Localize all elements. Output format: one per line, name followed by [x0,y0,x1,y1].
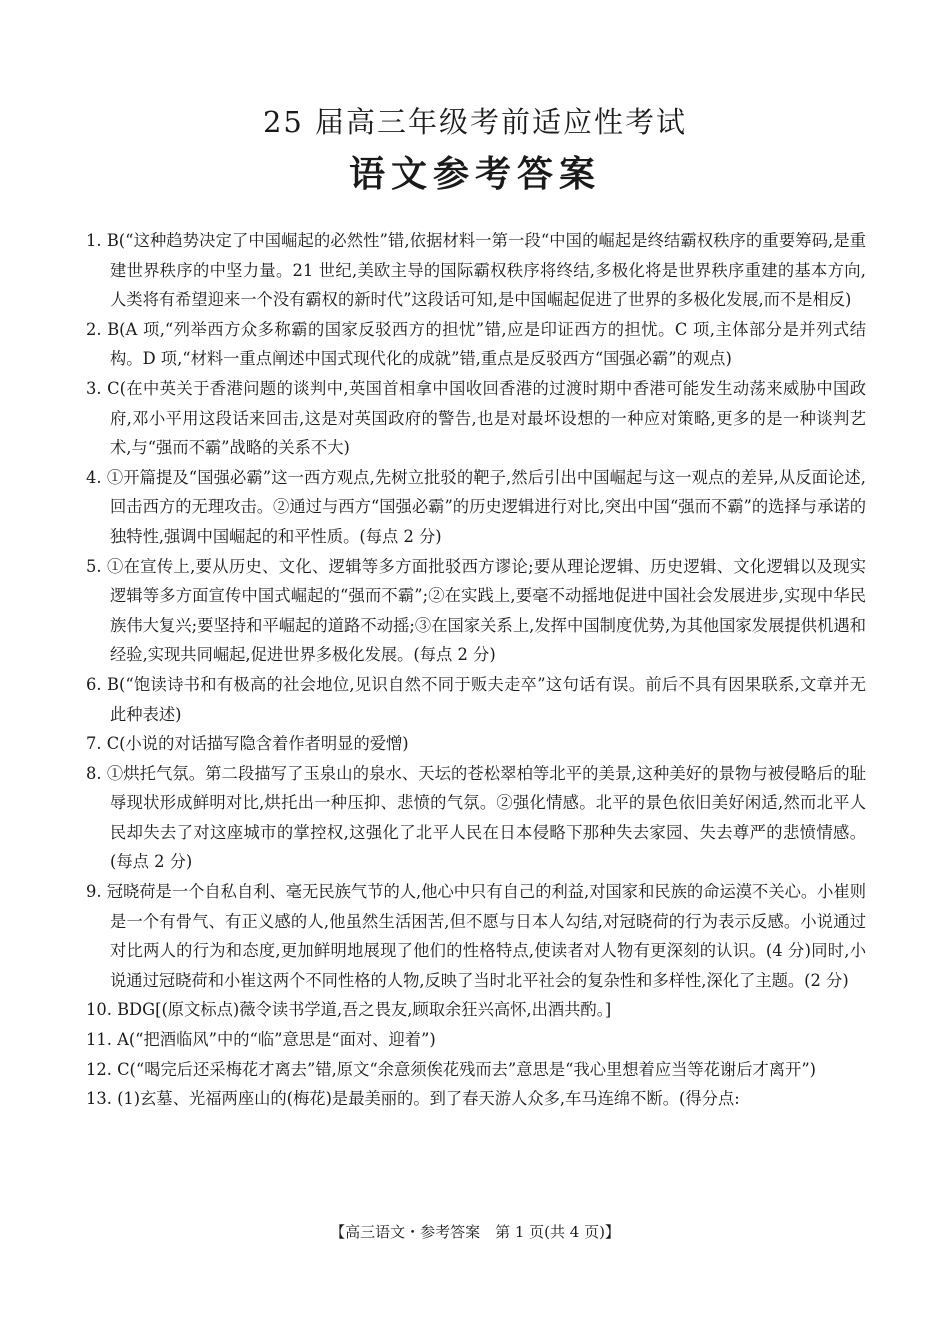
exam-title: 25 届高三年级考前适应性考试 [262,105,688,139]
answer-item-12: 12. C(“喝完后还采梅花才离去”错,原文“余意须俟花残而去”意思是“我心里想着应当等花谢后才离开”) [86,1059,817,1079]
answer-list [86,226,866,1114]
answer-item-6: 6. B(“饱读诗书和有极高的社会地位,见识自然不同于贩夫走卒”这句话有误。前后不具有因果联系,文章并无此种表述) [86,674,866,724]
answer-item-10: 10. BDG[(原文标点)薇令读书学道,吾之畏友,顾取余狂兴高怀,出酒共酌。] [86,1000,612,1020]
answer-item-3: 3. C(在中英关于香港问题的谈判中,英国首相拿中国收回香港的过渡时期中香港可能发生动荡来威胁中国政府,邓小平用这段话来回击,这是对英国政府的警告,也是对最坏设想的一种应对策略,更多的是一种谈判艺术,与“强而不霸”战略的关系不大) [86,378,866,458]
answer-item-13: 13. (1)玄墓、光福两座山的(梅花)是最美丽的。到了春天游人众多,车马连绵不断。(得分点: [86,1089,740,1109]
answer-item-8: 8. ①烘托气氛。第二段描写了玉泉山的泉水、天坛的苍松翠柏等北平的美景,这种美好的景物与被侵略后的耻辱现状形成鲜明对比,烘托出一种压抑、悲愤的气氛。②强化情感。北平的景色依旧美好闲适,然而北平人民却失去了对这座城市的掌控权,这强化了北平人民在日本侵略下那种失去家园、失去尊严的悲愤情感。(每点 2 分) [86,763,866,872]
answer-item-2: 2. B(A 项,“列举西方众多称霸的国家反驳西方的担忧”错,应是印证西方的担忧。C 项,主体部分是并列式结构。D 项,“材料一重点阐述中国式现代化的成就”错,重点是反驳西方“国强必霸”的观点) [86,319,866,369]
answer-item-5: 5. ①在宣传上,要从历史、文化、逻辑等多方面批驳西方谬论;要从理论逻辑、历史逻辑、文化逻辑以及现实逻辑等多方面宣传中国式崛起的“强而不霸”;②在实践上,要毫不动摇地促进中国社会发展进步,实现中华民族伟大复兴;要坚持和平崛起的道路不动摇;③在国家关系上,发挥中国制度优势,为其他国家发展提供机遇和经验,实现共同崛起,促进世界多极化发展。(每点 2 分) [86,556,866,665]
answer-item-9: 9. 冠晓荷是一个自私自利、毫无民族气节的人,他心中只有自己的利益,对国家和民族的命运漠不关心。小崔则是一个有骨气、有正义感的人,他虽然生活困苦,但不愿与日本人勾结,对冠晓荷的行为表示反感。小说通过对比两人的行为和态度,更加鲜明地展现了他们的性格特点,使读者对人物有更深刻的认识。(4 分)同时,小说通过冠晓荷和小崔这两个不同性格的人物,反映了当时北平社会的复杂性和多样性,深化了主题。(2 分) [86,882,867,990]
answer-item-1: 1. B(“这种趋势决定了中国崛起的必然性”错,依据材料一第一段“中国的崛起是终结霸权秩序的重要筹码,是重建世界秩序的中坚力量。21 世纪,美欧主导的国际霸权秩序将终结,多极化将是世界秩序重建的基本方向,人类将有希望迎来一个没有霸权的新时代”这段话可知,是中国崛起促进了世界的多极化发展,而不是相反) [86,231,866,310]
answer-item-11: 11. A(“把酒临风”中的“临”意思是“面对、迎着”) [86,1030,436,1050]
answer-item-7: 7. C(小说的对话描写隐含着作者明显的爱憎) [86,734,409,754]
answer-key-title: 语文参考答案 [348,154,601,195]
answer-item-4: 4. ①开篇提及“国强必霸”这一西方观点,先树立批驳的靶子,然后引出中国崛起与这一观点的差异,从反面论述,回击西方的无理攻击。②通过与西方“国强必霸”的历史逻辑进行对比,突出中国“强而不霸”的选择与承诺的独特性,强调中国崛起的和平性质。(每点 2 分) [86,467,866,546]
page-footer: 【高三语文・参考答案 第 1 页(共 4 页)】 [330,1223,620,1241]
